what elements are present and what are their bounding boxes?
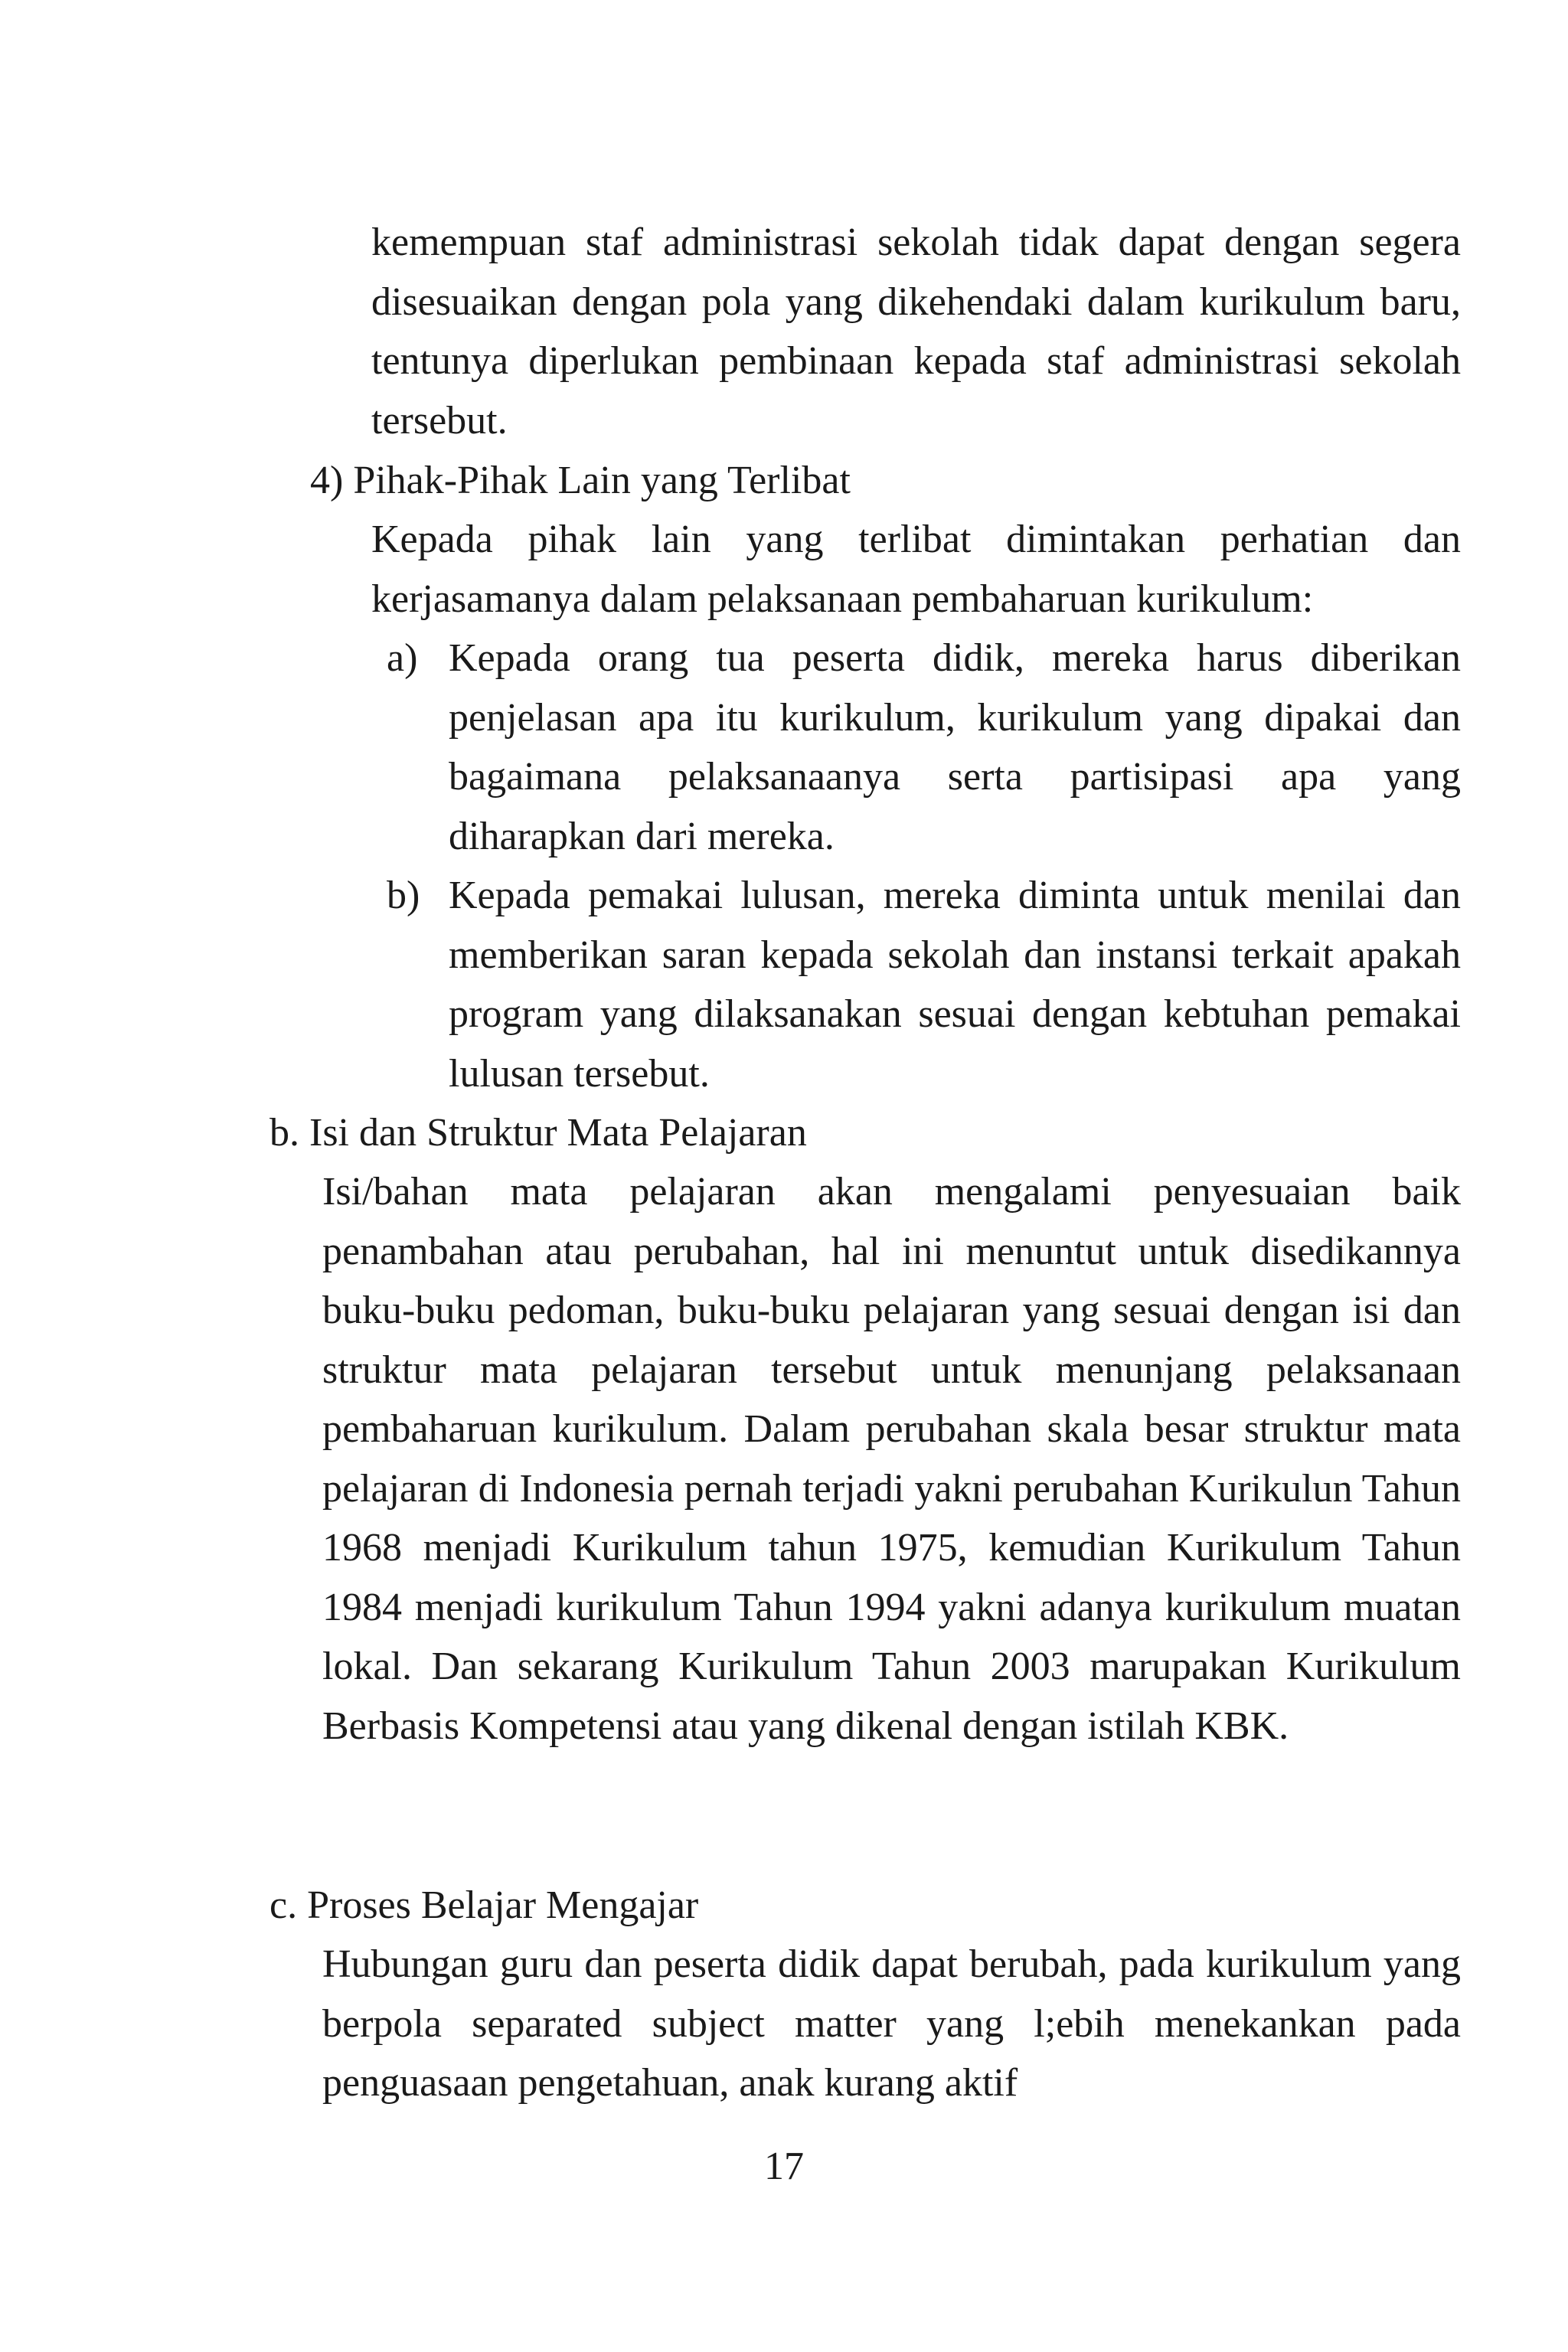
list-marker-b: b)	[387, 874, 420, 917]
section-c-body: Hubungan guru dan peserta didik dapat berubah, pada kurikulum yang berpola separated subject matter yang l;ebih menekankan pada penguasaan pengetahuan, anak kurang aktif	[322, 1942, 1461, 2105]
list-item-a	[387, 629, 1461, 866]
section-b-body: Isi/bahan mata pelajaran akan mengalami penyesuaian baik penambahan atau perubahan, hal ini menuntut untuk disedikannya buku-buku pedoman, buku-buku pelajaran yang sesuai dengan isi dan struktur mata pelajaran tersebut untuk menunjang pelaksanaan pembaharuan kurikulum. Dalam perubahan skala besar struktur mata pelajaran di Indonesia pernah terjadi yakni perubahan Kurikulun Tahun 1968 menjadi Kurikulum tahun 1975, kemudian Kurikulum Tahun 1984 menjadi kurikulum Tahun 1994 yakni adanya kurikulum muatan lokal. Dan sekarang Kurikulum Tahun 2003 marupakan Kurikulum Berbasis Kompetensi atau yang dikenal dengan istilah KBK.	[322, 1170, 1461, 1748]
list-text-b: Kepada pemakai lulusan, mereka diminta untuk menilai dan memberikan saran kepada sekolah dan instansi terkait apakah program yang dilaksanakan sesuai dengan kebtuhan pemakai lulusan tersebut.	[449, 874, 1461, 1096]
item-4-heading: 4) Pihak-Pihak Lain yang Terlibat	[310, 459, 851, 502]
page-number: 17	[764, 2145, 804, 2188]
list-item-b	[387, 866, 1461, 1103]
list-text-a: Kepada orang tua peserta didik, mereka harus diberikan penjelasan apa itu kurikulum, kurikulum yang dipakai dan bagaimana pelaksanaanya serta partisipasi apa yang diharapkan dari mereka.	[449, 636, 1461, 858]
section-b-heading: b. Isi dan Struktur Mata Pelajaran	[270, 1111, 807, 1155]
continuation-paragraph: kemempuan staf administrasi sekolah tidak dapat dengan segera disesuaikan dengan pola yang dikehendaki dalam kurikulum baru, tentunya diperlukan pembinaan kepada staf administrasi sekolah tersebut.	[371, 220, 1461, 443]
section-c-heading: c. Proses Belajar Mengajar	[270, 1883, 699, 1927]
list-marker-a: a)	[387, 636, 418, 680]
item-4-intro: Kepada pihak lain yang terlibat dimintakan perhatian dan kerjasamanya dalam pelaksanaan pembaharuan kurikulum:	[371, 518, 1461, 621]
